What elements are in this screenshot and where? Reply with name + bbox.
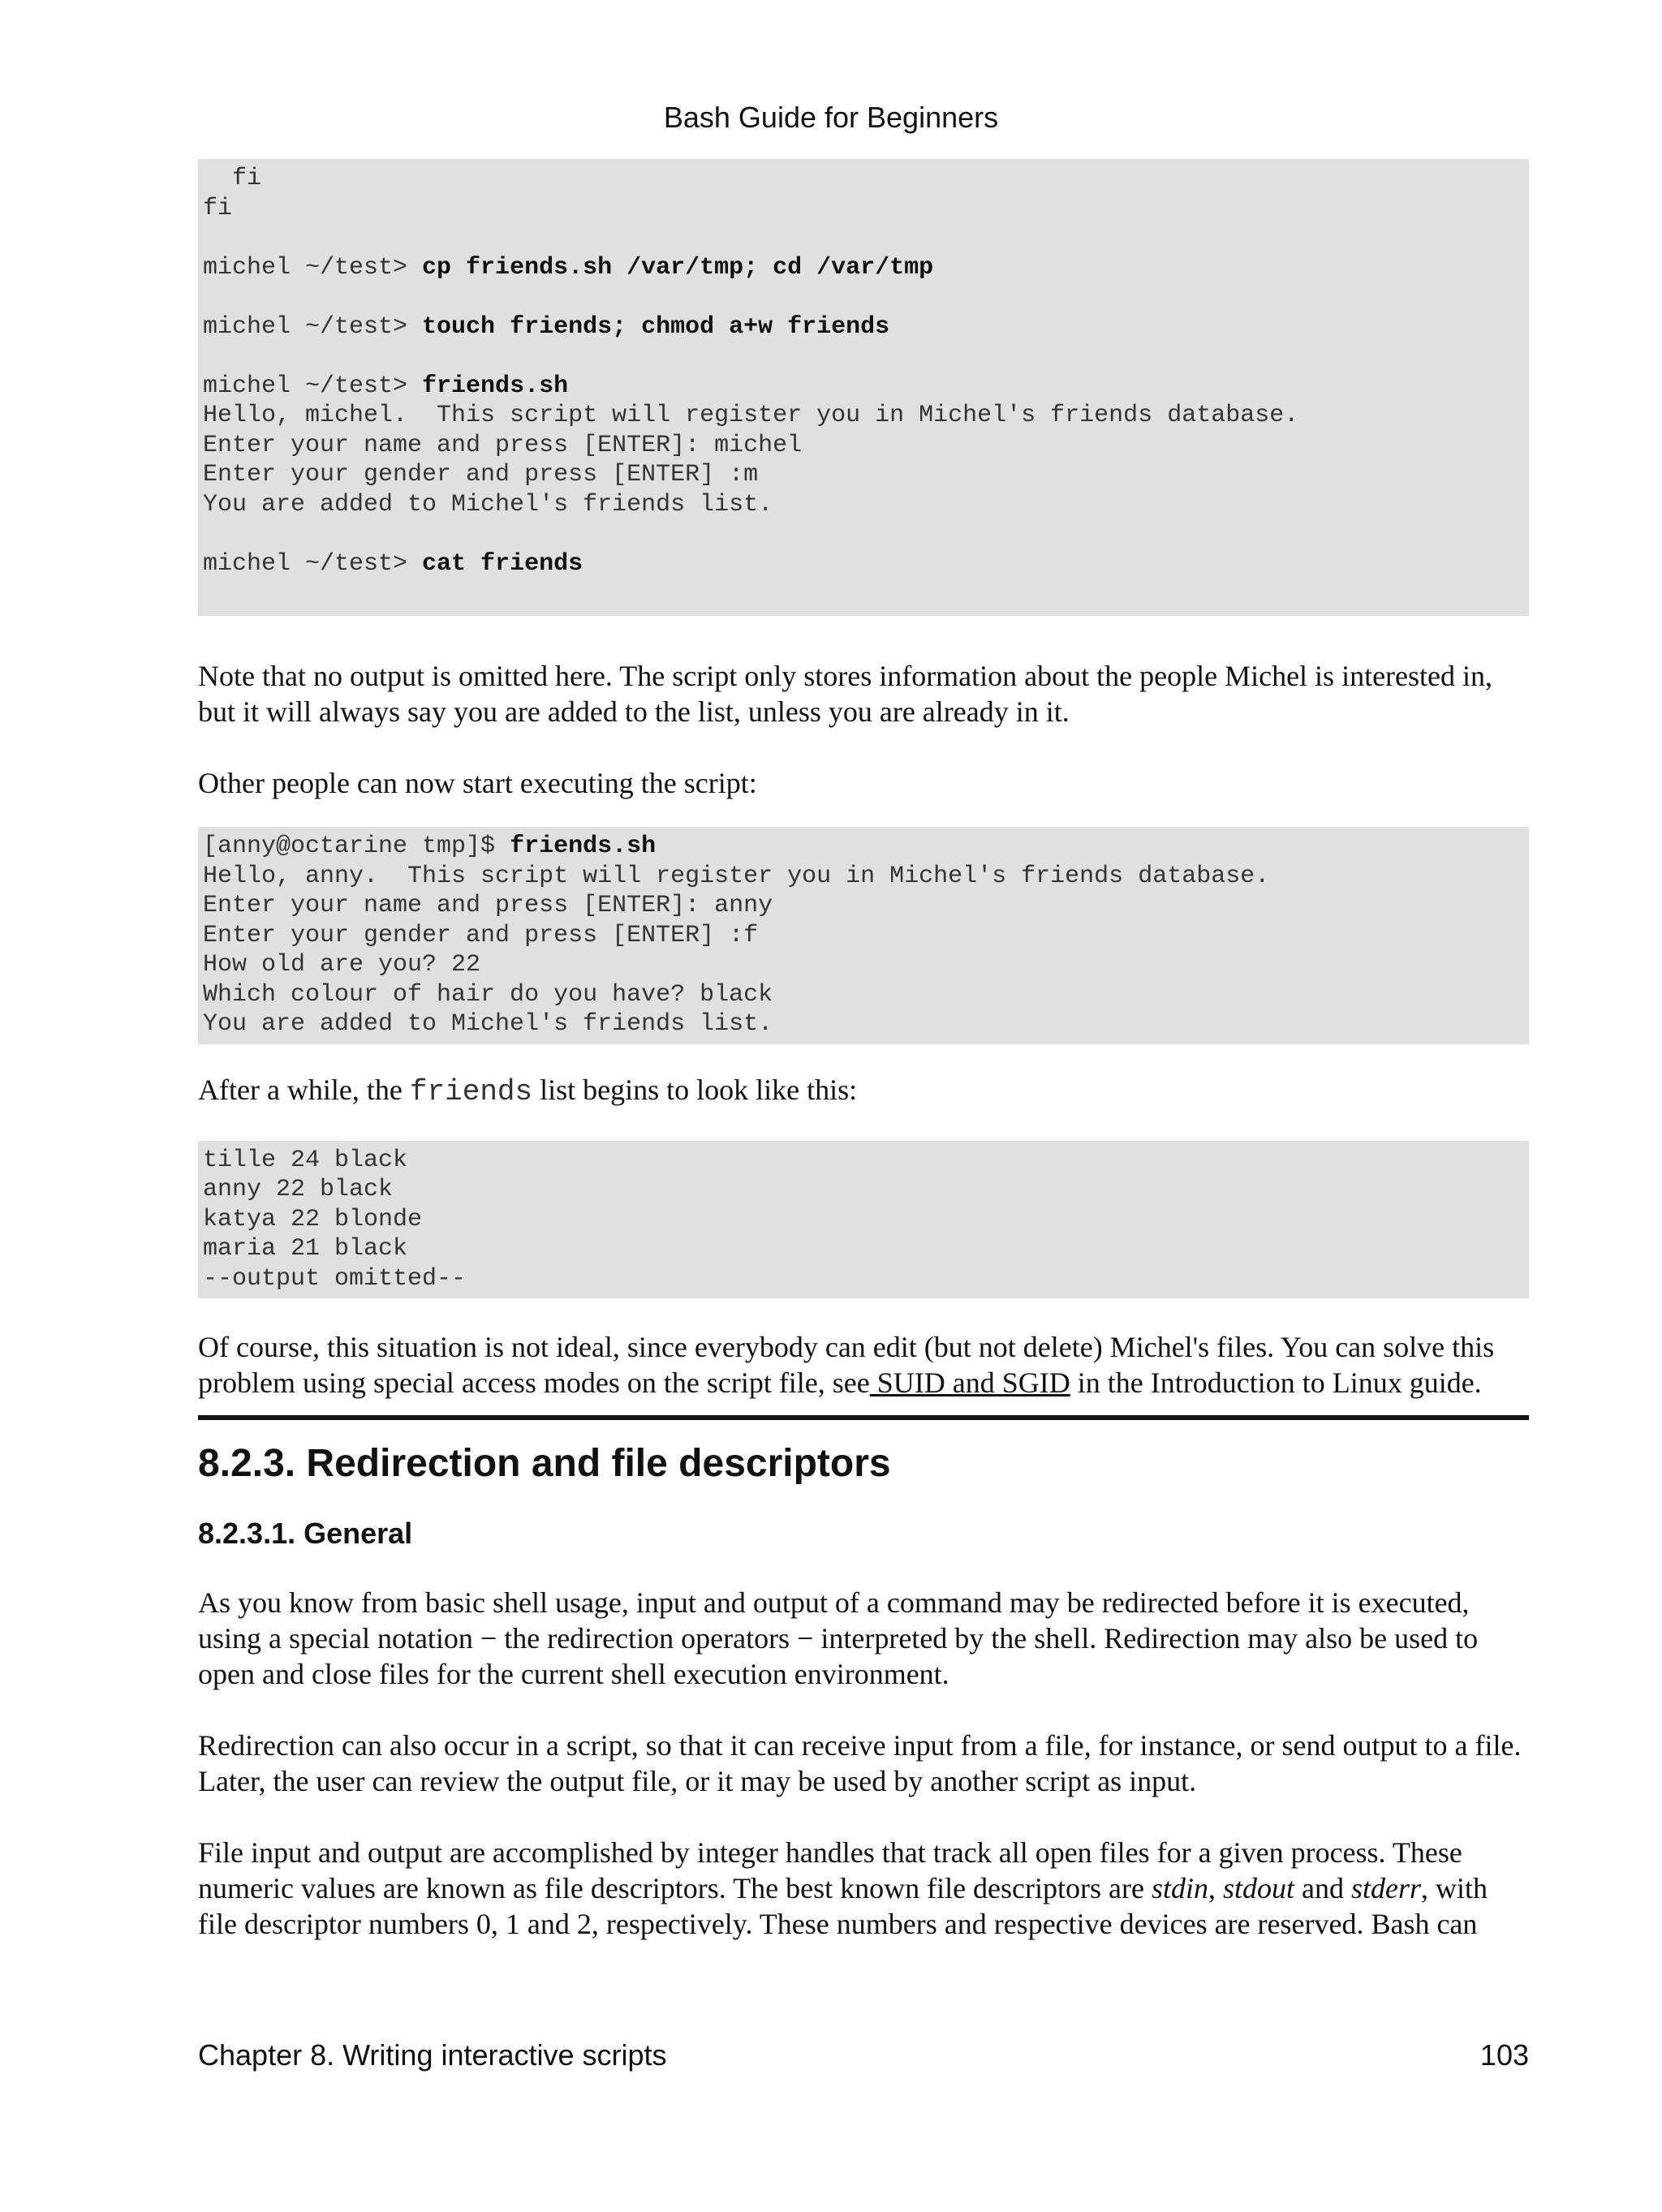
code-text: --output omitted-- [203, 1264, 467, 1293]
code-line [203, 891, 1524, 921]
emphasis-stdout: stdout [1222, 1872, 1294, 1904]
paragraph-file-descriptors [198, 1835, 1529, 1942]
code-line [203, 1175, 1524, 1205]
code-block-friends-file [198, 1141, 1529, 1299]
code-command: friends.sh [510, 833, 657, 860]
code-line [203, 1234, 1524, 1264]
text-segment: in the Introduction to Linux guide. [1070, 1366, 1482, 1399]
code-text: Enter your gender and press [ENTER] :f [203, 921, 759, 949]
code-text: fi [203, 165, 262, 192]
code-line [203, 980, 1524, 1010]
code-text: michel ~/test> [203, 312, 423, 341]
inline-code-friends: friends [409, 1074, 533, 1108]
code-text: michel ~/test> [203, 253, 423, 282]
code-text: michel ~/test> [203, 549, 423, 578]
code-text: Hello, michel. This script will register you in Michel's friends database. [203, 402, 1299, 429]
code-line [203, 832, 1524, 862]
section-title: 8.2.3. Redirection and file descriptors [198, 1442, 891, 1485]
emphasis-stdin: stdin [1151, 1872, 1208, 1904]
text-segment: After a while, the [198, 1073, 410, 1106]
code-block-friends-setup [198, 159, 1529, 616]
code-line [203, 1146, 1524, 1176]
code-block-anny-session [198, 827, 1529, 1044]
code-text: [anny@octarine tmp]$ [203, 833, 510, 860]
code-line [203, 921, 1524, 951]
code-command: cp friends.sh /var/tmp; cd /var/tmp [422, 253, 934, 282]
footer-chapter: Chapter 8. Writing interactive scripts [198, 2038, 667, 2072]
paragraph-redirection-script: Redirection can also occur in a script, so that it can receive input from a file, for instance, or send output to a file. Later, the user can review the output file, or it may be used by another script as input. [198, 1729, 1522, 1797]
code-line [203, 372, 1524, 402]
footer-page-number: 103 [1479, 2038, 1529, 2072]
code-line [203, 431, 1524, 461]
code-text: maria 21 black [203, 1235, 408, 1263]
text-segment: File input and output are accomplished by integer handles that track all open files for a given process. These numeric values are known as file descriptors. The best known file descriptors are [198, 1836, 1462, 1904]
code-line [203, 223, 1524, 253]
emphasis-stderr: stderr [1350, 1872, 1421, 1904]
code-line [203, 862, 1524, 892]
code-line [203, 1009, 1524, 1039]
code-line [203, 1205, 1524, 1235]
text-segment: list begins to look like this: [532, 1073, 858, 1106]
code-line [203, 164, 1524, 194]
code-line [203, 460, 1524, 490]
code-text: fi [203, 194, 233, 222]
link-suid-sgid[interactable]: SUID and SGID [869, 1366, 1070, 1399]
code-text: You are added to Michel's friends list. [203, 1010, 773, 1038]
code-line [203, 253, 1524, 283]
running-header: Bash Guide for Beginners [663, 101, 999, 134]
code-command: cat friends [422, 549, 583, 578]
paragraph-friends-list [198, 1072, 1529, 1110]
code-text: tille 24 black [203, 1146, 408, 1174]
code-line [203, 950, 1524, 980]
code-text: Enter your gender and press [ENTER] :m [203, 461, 759, 488]
text-segment: Of course, this situation is not ideal, since everybody can edit (but not delete) Michel's files. You can solve this problem using special access modes on the script file, see [198, 1331, 1495, 1399]
code-line [203, 312, 1524, 342]
code-line [203, 194, 1524, 224]
paragraph-redirection-intro: As you know from basic shell usage, input and output of a command may be redirected before it is executed, using a special notation − the redirection operators − interpreted by the shell. Redirection may also be used to open and close files for the current shell execution environment. [198, 1586, 1479, 1690]
code-line [203, 519, 1524, 549]
code-text: Enter your name and press [ENTER]: michel [203, 431, 803, 459]
code-text: katya 22 blonde [203, 1205, 423, 1233]
code-text: How old are you? 22 [203, 951, 481, 979]
code-text: michel ~/test> [203, 372, 423, 400]
code-command: touch friends; chmod a+w friends [422, 312, 890, 341]
text-segment: , [1208, 1872, 1223, 1904]
text-segment: , with file descriptor numbers 0, 1 and 2, respectively. These numbers and respective devices are reserved. Bash can [198, 1872, 1488, 1940]
paragraph-note-output: Note that no output is omitted here. The script only stores information about the people Michel is interested in, but it will always say you are added to the list, unless you are already in it. [198, 660, 1493, 728]
text-segment: and [1294, 1872, 1351, 1904]
code-text: Which colour of hair do you have? black [203, 980, 773, 1009]
code-command: friends.sh [422, 372, 569, 400]
code-text: You are added to Michel's friends list. [203, 490, 773, 519]
paragraph-situation-not-ideal [198, 1329, 1529, 1401]
subsection-title: 8.2.3.1. General [198, 1517, 413, 1550]
code-text: Enter your name and press [ENTER]: anny [203, 892, 773, 919]
code-line [203, 1264, 1524, 1294]
code-text: anny 22 black [203, 1176, 394, 1203]
code-line [203, 282, 1524, 312]
code-line [203, 401, 1524, 431]
paragraph-other-people: Other people can now start executing the script: [198, 767, 757, 799]
code-text: Hello, anny. This script will register you in Michel's friends database. [203, 862, 1270, 890]
code-line [203, 342, 1524, 372]
code-line [203, 549, 1524, 579]
page-content [198, 159, 1529, 1942]
code-line [203, 490, 1524, 520]
